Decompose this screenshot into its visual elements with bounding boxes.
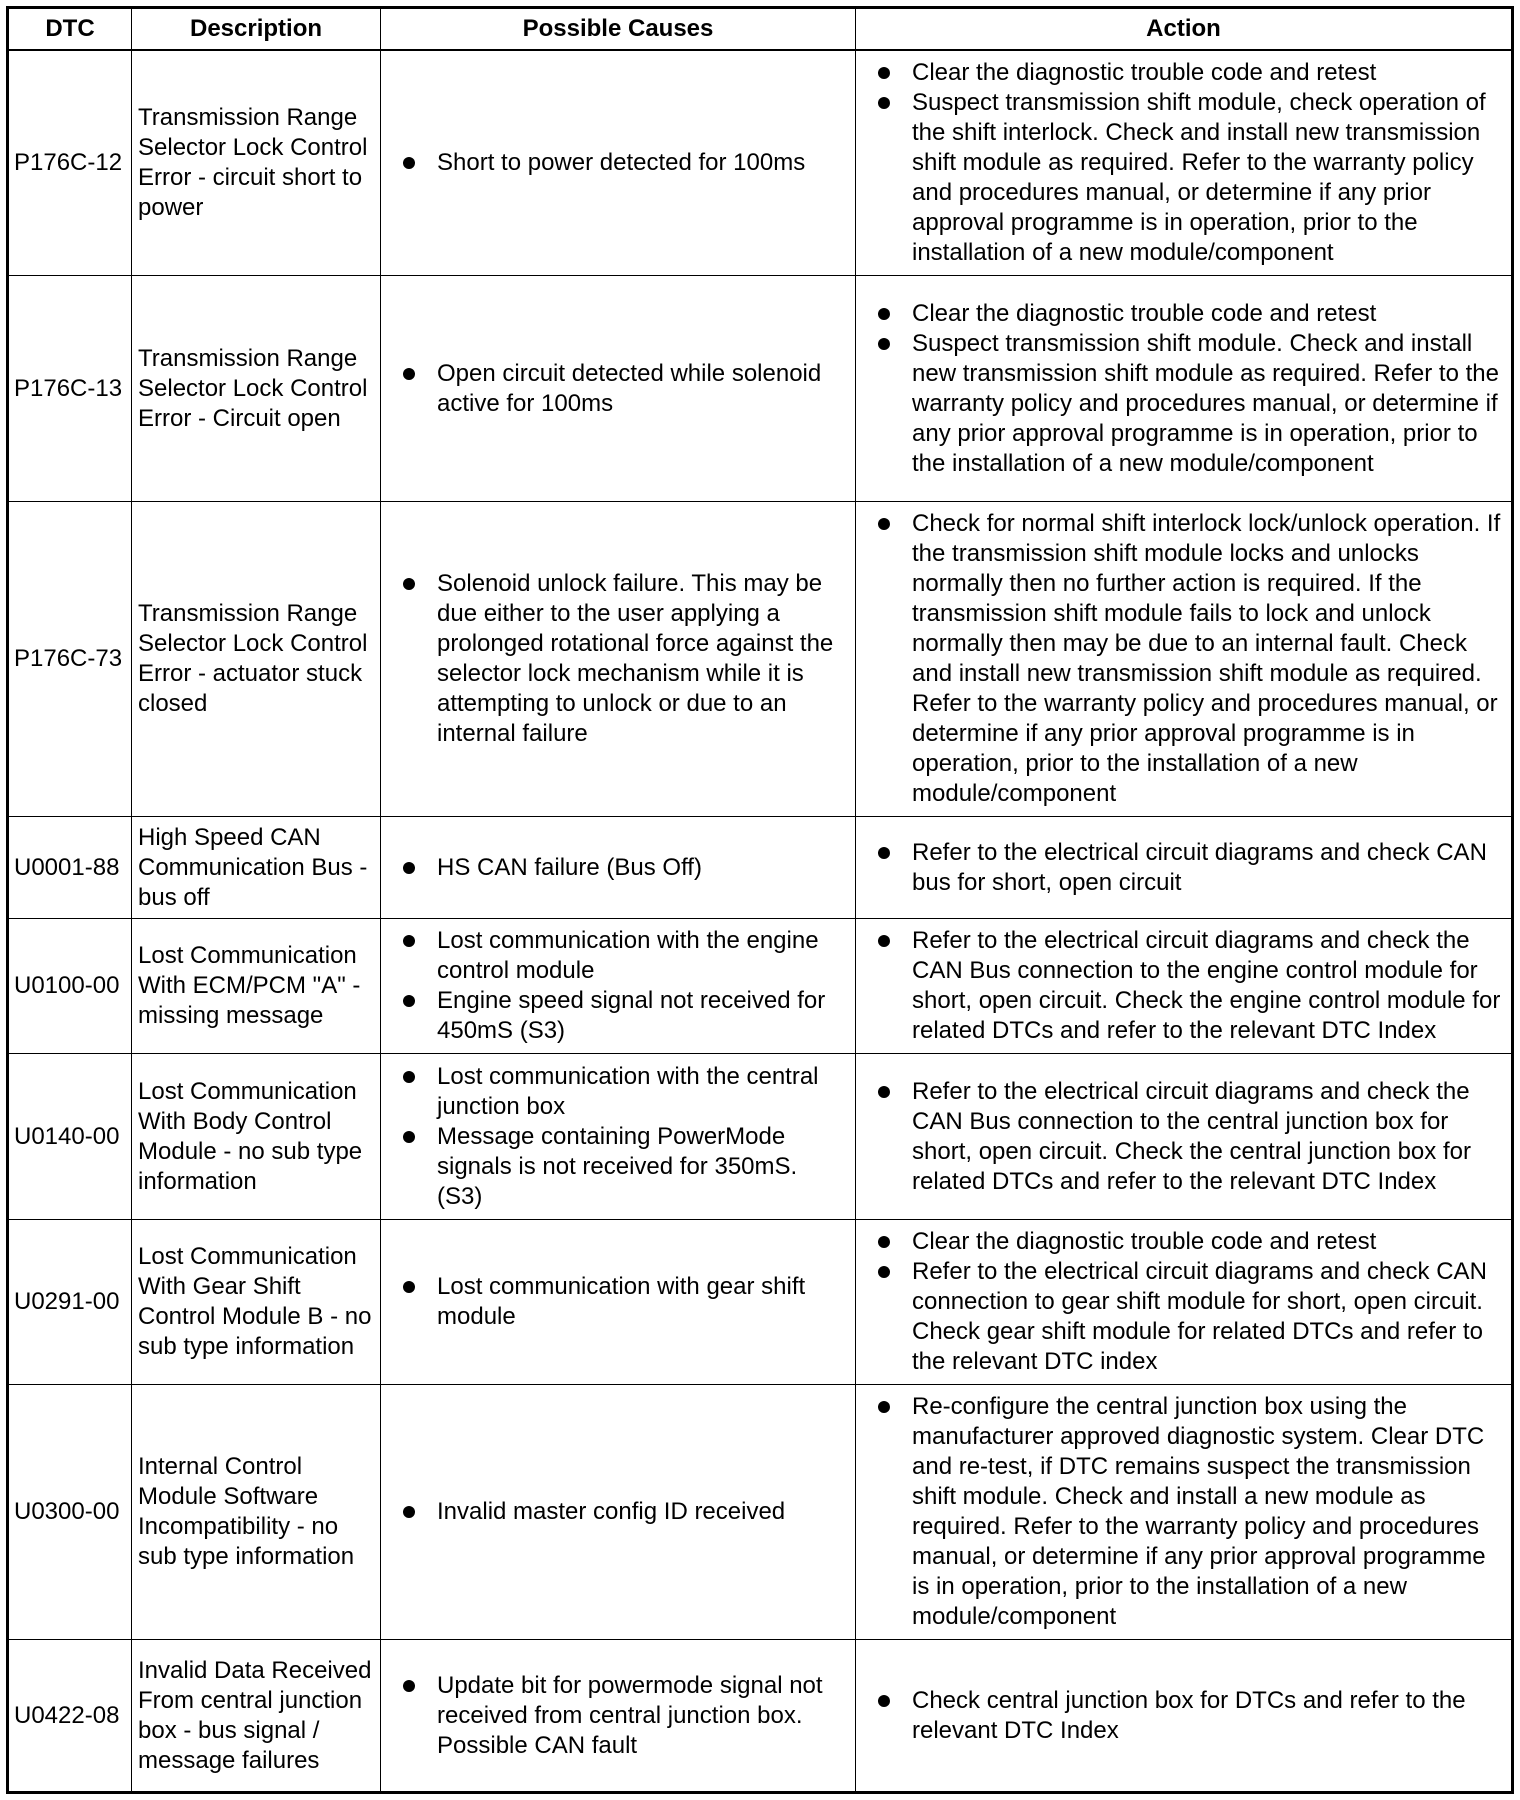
header-possible-causes: Possible Causes — [381, 8, 856, 50]
action-item: Check for normal shift interlock lock/unlock operation. If the transmission shift module locks and unlocks normally then no further action is required. If the transmission shift module fails to lock and unlock normally then may be due to an internal fault. Check and install new transmission shift module as required. Refer to the warranty policy and procedures manual, or determine if any prior approval programme is in operation, prior to the installation of a new module/component — [876, 509, 1507, 809]
actions-list — [876, 1227, 1507, 1377]
possible-causes-cell — [381, 50, 856, 276]
causes-list — [401, 569, 845, 749]
actions-list — [876, 1392, 1507, 1632]
cause-item: Engine speed signal not received for 450mS (S3) — [401, 986, 845, 1046]
dtc-code: P176C-13 — [8, 276, 132, 502]
table-body — [8, 50, 1513, 1793]
dtc-description: Transmission Range Selector Lock Control Error - actuator stuck closed — [132, 502, 381, 817]
dtc-description: High Speed CAN Communication Bus - bus off — [132, 817, 381, 919]
actions-list — [876, 1077, 1507, 1197]
dtc-code: P176C-73 — [8, 502, 132, 817]
action-cell — [856, 919, 1513, 1054]
action-item: Check central junction box for DTCs and refer to the relevant DTC Index — [876, 1686, 1507, 1746]
cause-item: HS CAN failure (Bus Off) — [401, 853, 845, 883]
action-item: Clear the diagnostic trouble code and retest — [876, 1227, 1507, 1257]
cause-item: Message containing PowerMode signals is not received for 350mS. (S3) — [401, 1122, 845, 1212]
action-cell — [856, 817, 1513, 919]
actions-list — [876, 58, 1507, 268]
cause-item: Update bit for powermode signal not received from central junction box. Possible CAN fault — [401, 1671, 845, 1761]
action-item: Refer to the electrical circuit diagrams and check CAN connection to gear shift module for short, open circuit. Check gear shift module for related DTCs and refer to the relevant DTC index — [876, 1257, 1507, 1377]
actions-list — [876, 926, 1507, 1046]
action-cell — [856, 1054, 1513, 1220]
dtc-description: Lost Communication With Body Control Module - no sub type information — [132, 1054, 381, 1220]
action-cell — [856, 1385, 1513, 1640]
causes-list — [401, 1497, 845, 1527]
action-item: Suspect transmission shift module, check operation of the shift interlock. Check and install new transmission shift module as required. Refer to the warranty policy and procedures manual, or determine if any prior approval programme is in operation, prior to the installation of a new module/component — [876, 88, 1507, 268]
dtc-description: Transmission Range Selector Lock Control Error - Circuit open — [132, 276, 381, 502]
dtc-code: P176C-12 — [8, 50, 132, 276]
possible-causes-cell — [381, 276, 856, 502]
dtc-code: U0001-88 — [8, 817, 132, 919]
action-item: Re-configure the central junction box using the manufacturer approved diagnostic system. Clear DTC and re-test, if DTC remains suspect the transmission shift module. Check and install a new module as required. Refer to the warranty policy and procedures manual, or determine if any prior approval programme is in operation, prior to the installation of a new module/component — [876, 1392, 1507, 1632]
actions-list — [876, 509, 1507, 809]
dtc-code: U0140-00 — [8, 1054, 132, 1220]
table-row — [8, 1054, 1513, 1220]
possible-causes-cell — [381, 1220, 856, 1385]
table-row — [8, 1220, 1513, 1385]
cause-item: Open circuit detected while solenoid active for 100ms — [401, 359, 845, 419]
possible-causes-cell — [381, 502, 856, 817]
actions-list — [876, 1686, 1507, 1746]
dtc-code: U0300-00 — [8, 1385, 132, 1640]
actions-list — [876, 299, 1507, 479]
causes-list — [401, 359, 845, 419]
cause-item: Solenoid unlock failure. This may be due either to the user applying a prolonged rotational force against the selector lock mechanism while it is attempting to unlock or due to an internal failure — [401, 569, 845, 749]
causes-list — [401, 853, 845, 883]
dtc-description: Invalid Data Received From central junction box - bus signal / message failures — [132, 1640, 381, 1793]
dtc-code: U0291-00 — [8, 1220, 132, 1385]
cause-item: Lost communication with gear shift module — [401, 1272, 845, 1332]
action-item: Refer to the electrical circuit diagrams and check the CAN Bus connection to the engine control module for short, open circuit. Check the engine control module for related DTCs and refer to the relevant DTC Index — [876, 926, 1507, 1046]
actions-list — [876, 838, 1507, 898]
table-row — [8, 1640, 1513, 1793]
header-row — [8, 8, 1513, 50]
possible-causes-cell — [381, 1054, 856, 1220]
action-cell — [856, 276, 1513, 502]
dtc-code: U0100-00 — [8, 919, 132, 1054]
cause-item: Lost communication with the engine control module — [401, 926, 845, 986]
action-cell — [856, 1640, 1513, 1793]
possible-causes-cell — [381, 1385, 856, 1640]
action-item: Refer to the electrical circuit diagrams and check CAN bus for short, open circuit — [876, 838, 1507, 898]
action-item: Refer to the electrical circuit diagrams and check the CAN Bus connection to the central junction box for short, open circuit. Check the central junction box for related DTCs and refer to the relevant DTC Index — [876, 1077, 1507, 1197]
possible-causes-cell — [381, 1640, 856, 1793]
cause-item: Invalid master config ID received — [401, 1497, 845, 1527]
causes-list — [401, 1272, 845, 1332]
table-row — [8, 1385, 1513, 1640]
table-row — [8, 276, 1513, 502]
causes-list — [401, 1062, 845, 1212]
causes-list — [401, 148, 845, 178]
table-row — [8, 817, 1513, 919]
dtc-description: Lost Communication With ECM/PCM "A" - missing message — [132, 919, 381, 1054]
dtc-code: U0422-08 — [8, 1640, 132, 1793]
causes-list — [401, 1671, 845, 1761]
possible-causes-cell — [381, 919, 856, 1054]
dtc-description: Transmission Range Selector Lock Control Error - circuit short to power — [132, 50, 381, 276]
action-item: Clear the diagnostic trouble code and retest — [876, 58, 1507, 88]
causes-list — [401, 926, 845, 1046]
header-dtc: DTC — [8, 8, 132, 50]
action-cell — [856, 1220, 1513, 1385]
action-cell — [856, 502, 1513, 817]
action-cell — [856, 50, 1513, 276]
action-item: Clear the diagnostic trouble code and retest — [876, 299, 1507, 329]
table-row — [8, 502, 1513, 817]
table-row — [8, 50, 1513, 276]
cause-item: Lost communication with the central junction box — [401, 1062, 845, 1122]
possible-causes-cell — [381, 817, 856, 919]
cause-item: Short to power detected for 100ms — [401, 148, 845, 178]
dtc-description: Internal Control Module Software Incompatibility - no sub type information — [132, 1385, 381, 1640]
table-row — [8, 919, 1513, 1054]
dtc-description: Lost Communication With Gear Shift Control Module B - no sub type information — [132, 1220, 381, 1385]
dtc-table — [6, 6, 1514, 1794]
header-description: Description — [132, 8, 381, 50]
header-action: Action — [856, 8, 1513, 50]
action-item: Suspect transmission shift module. Check and install new transmission shift module as required. Refer to the warranty policy and procedures manual, or determine if any prior approval programme is in operation, prior to the installation of a new module/component — [876, 329, 1507, 479]
